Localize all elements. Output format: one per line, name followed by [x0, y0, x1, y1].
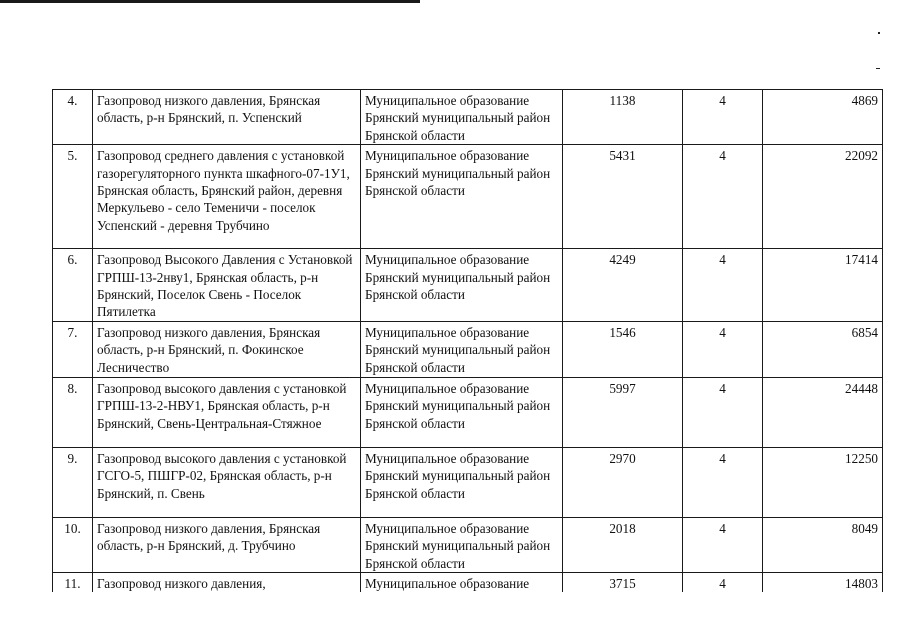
owner: Муниципальное образование Брянский муниципальный район Брянской области: [361, 145, 563, 249]
owner: Муниципальное образование Брянский муниципальный район Брянской области: [361, 90, 563, 145]
table-row: [53, 377, 883, 447]
owner: Муниципальное образование Брянский муниципальный район Брянской области: [361, 377, 563, 447]
length-value: 5431: [563, 145, 683, 249]
table-row: [53, 249, 883, 322]
scan-speck: [876, 68, 880, 69]
owner: Муниципальное образование: [361, 573, 563, 593]
cost-value: 8049: [763, 517, 883, 572]
row-number: 7.: [53, 321, 93, 377]
category-value: 4: [683, 321, 763, 377]
object-description: Газопровод высокого давления с установкой ГСГО-5, ПШГР-02, Брянская область, р-н Брянский, п. Свень: [93, 447, 361, 517]
table-row: [53, 573, 883, 593]
cost-value: 4869: [763, 90, 883, 145]
row-number: 6.: [53, 249, 93, 322]
row-number: 5.: [53, 145, 93, 249]
cost-value: 22092: [763, 145, 883, 249]
table-row: [53, 321, 883, 377]
row-number: 10.: [53, 517, 93, 572]
row-number: 11.: [53, 573, 93, 593]
registry-table: [52, 89, 883, 592]
row-number: 8.: [53, 377, 93, 447]
table-row: [53, 447, 883, 517]
category-value: 4: [683, 377, 763, 447]
scan-edge-line: [0, 0, 420, 3]
cost-value: 6854: [763, 321, 883, 377]
category-value: 4: [683, 145, 763, 249]
category-value: 4: [683, 249, 763, 322]
category-value: 4: [683, 573, 763, 593]
owner: Муниципальное образование Брянский муниципальный район Брянской области: [361, 249, 563, 322]
category-value: 4: [683, 517, 763, 572]
row-number: 9.: [53, 447, 93, 517]
owner: Муниципальное образование Брянский муниципальный район Брянской области: [361, 321, 563, 377]
length-value: 2970: [563, 447, 683, 517]
cost-value: 14803: [763, 573, 883, 593]
object-description: Газопровод среднего давления с установкой газорегуляторного пункта шкафного-07-1У1, Брянская область, Брянский район, деревня Меркульево - село Теменичи - поселок Успенский - деревня Трубчино: [93, 145, 361, 249]
object-description: Газопровод низкого давления, Брянская область, р-н Брянский, п. Успенский: [93, 90, 361, 145]
length-value: 5997: [563, 377, 683, 447]
cost-value: 12250: [763, 447, 883, 517]
table-row: [53, 90, 883, 145]
owner: Муниципальное образование Брянский муниципальный район Брянской области: [361, 517, 563, 572]
cost-value: 17414: [763, 249, 883, 322]
category-value: 4: [683, 447, 763, 517]
length-value: 2018: [563, 517, 683, 572]
length-value: 4249: [563, 249, 683, 322]
owner: Муниципальное образование Брянский муниципальный район Брянской области: [361, 447, 563, 517]
category-value: 4: [683, 90, 763, 145]
scan-speck: [878, 32, 880, 34]
table-row: [53, 517, 883, 572]
length-value: 1546: [563, 321, 683, 377]
length-value: 1138: [563, 90, 683, 145]
object-description: Газопровод Высокого Давления с Установкой ГРПШ-13-2нву1, Брянская область, р-н Брянский, Поселок Свень - Поселок Пятилетка: [93, 249, 361, 322]
object-description: Газопровод высокого давления с установкой ГРПШ-13-2-НВУ1, Брянская область, р-н Брянский, Свень-Центральная-Стяжное: [93, 377, 361, 447]
object-description: Газопровод низкого давления, Брянская область, р-н Брянский, д. Трубчино: [93, 517, 361, 572]
length-value: 3715: [563, 573, 683, 593]
object-description: Газопровод низкого давления, Брянская область, р-н Брянский, п. Фокинское Лесничество: [93, 321, 361, 377]
cost-value: 24448: [763, 377, 883, 447]
object-description: Газопровод низкого давления,: [93, 573, 361, 593]
table-row: [53, 145, 883, 249]
row-number: 4.: [53, 90, 93, 145]
